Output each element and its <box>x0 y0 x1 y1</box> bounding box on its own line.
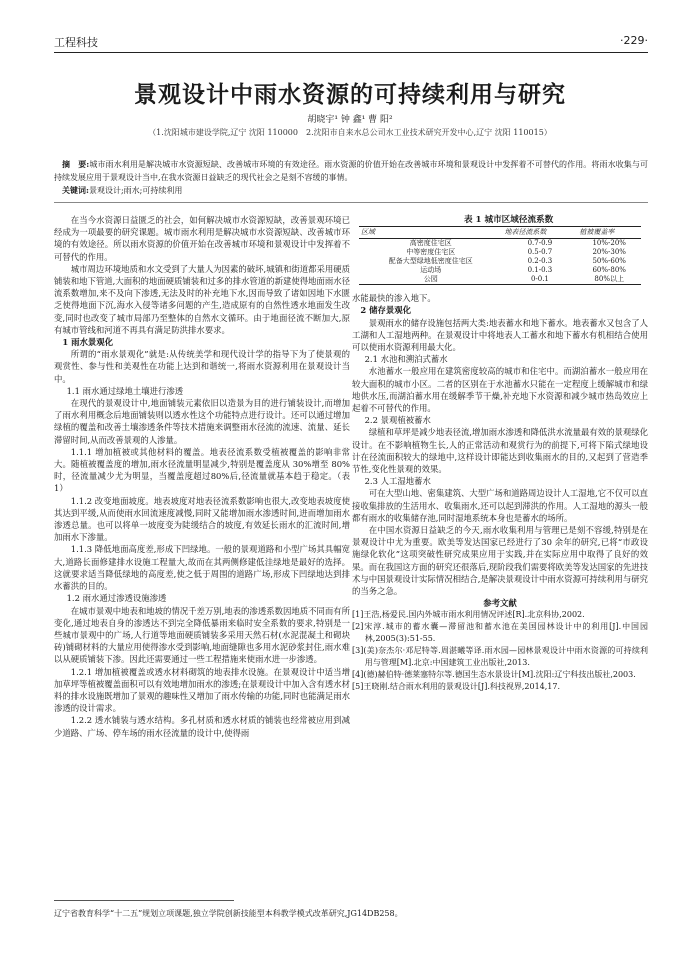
paragraph: 1.2.1 增加植被覆盖或透水材料砌筑的地表排水设施。在景观设计中适当增加草坪等植被覆盖面积可以有效地增加雨水的渗透;在景观设计中加入含有透水材料的排水设施既增加了景观的趣味性又增加了雨水传输的功能,同时也能满足雨水渗透的设计需求。 <box>54 666 350 714</box>
table-cell: 公园 <box>359 275 502 285</box>
paragraph: 景观雨水的储存设施包括两大类:地表蓄水和地下蓄水。地表蓄水又包含了人工湖和人工湿地两种。在景观设计中将地表人工蓄水和地下蓄水有机相结合使用可以使雨水资源利用最大化。 <box>352 317 648 353</box>
table-row <box>359 257 641 266</box>
left-column <box>54 214 350 739</box>
paragraph: 水能最快的渗入地下。 <box>352 293 436 304</box>
table-cell: 10%-20% <box>592 239 626 248</box>
footnote-rule <box>54 900 234 901</box>
table-row <box>359 239 641 249</box>
abstract-block <box>54 158 648 197</box>
table-header-cell: 植被覆盖率 <box>577 227 641 239</box>
paragraph: 在城市景观中地表和地坡的情况千差万别,地表的渗透系数因地质不同而有所变化,通过地表自身的渗透达不到完全降低暴雨来临时安全系数的要求,特别是一些城市景观中的广场,人行道等地面硬质铺装多采用天然石材(水泥混凝土和砌块砖)铺砌材料的大量应用使得渗水受到影响,地面缝隙也多用水泥砂浆封住,雨水难以从硬质铺装下渗。因此还需要通过一些工程措施来使雨水进一步渗透。 <box>54 605 350 665</box>
table-cell: 中等密度住宅区 <box>406 248 456 257</box>
abstract-rule <box>54 202 648 203</box>
runoff-table <box>359 226 641 285</box>
table-title: 表 1 城市区域径流系数 <box>463 215 554 225</box>
table-cell: 20%-30% <box>592 248 626 257</box>
funding-footnote: 辽宁省教育科学“十二五”规划立项课题,独立学院创新技能型本科教学模式改革研究,JG14DB258。 <box>54 909 403 918</box>
subsection-heading: 2.3 人工湿地蓄水 <box>364 476 431 487</box>
paragraph: 在中国水资源日益缺乏的今天,雨水收集利用与管理已是刻不容缓,特别是在景观设计中尤为重要。欧美等发达国家已经进行了30 余年的研究,已将“市政设施绿化软化”这项突破性研究成果应用于实践,并在实际应用中取得了良好的效果。而在我国这方面的研究还很落后,现阶段我们需要将欧美等发达国家的先进技术与中国景观设计实际情况相结合,是解决景观设计中雨水资源可持续利用与研究的当务之急。 <box>352 525 648 597</box>
paper-title: 景观设计中雨水资源的可持续利用与研究 <box>134 81 566 108</box>
table-cell: 80%以上 <box>577 275 641 285</box>
subsection-heading: 1.1 雨水通过绿地土壤进行渗透 <box>66 385 184 396</box>
table-header-cell: 区域 <box>359 227 502 239</box>
section-heading: 1 雨水景观化 <box>62 337 114 348</box>
reference-item: [4](德)赫伯特·德莱塞特尔等.德国生态水景设计[M].沈阳:辽宁科技出版社,2003. <box>352 670 636 680</box>
journal-name: 工程科技 <box>54 36 98 49</box>
affiliation: （1.沈阳城市建设学院,辽宁 沈阳 110000 2.沈阳市自来水总公司水工业技术研究开发中心,辽宁 沈阳 110015） <box>148 128 552 137</box>
subsection-heading: 2.1 水池和溯泊式蓄水 <box>364 354 448 365</box>
table-cell: 0-0.1 <box>502 275 577 285</box>
authors: 胡晓宇¹ 钟 鑫¹ 曹 阳² <box>307 115 393 125</box>
table-cell: 50%-60% <box>592 257 626 266</box>
keywords-text: 景观设计;雨水;可持续利用 <box>88 186 183 195</box>
abstract <box>54 158 648 184</box>
table-row <box>359 248 641 257</box>
table-cell: 0.2-0.3 <box>527 257 553 266</box>
table-cell: 高密度住宅区 <box>409 239 452 248</box>
subsection-heading: 2.2 景观植被蓄水 <box>364 415 431 426</box>
paragraph: 1.1.1 增加植被或其他材料的覆盖。地表径流系数受植被覆盖的影响非常大。随植被覆盖度的增加,雨水径流量明显减少,特别是覆盖度从 30%增至 80%时，径流量减少尤为明显，当覆盖度超过80%后,径流量就基本趋于稳定。（表 1） <box>54 446 350 494</box>
paragraph: 水池蓄水一般应用在建筑密度较高的城市和住宅中。而湖泊蓄水一般应用在较大面积的城市小区。二者的区别在于水池蓄水只能在一定程度上缓解城市和绿地供水压,而湖泊蓄水用在缓解季节干燥,补充地下水资源和减少城市热岛效应上起着不可替代的作用。 <box>352 366 648 414</box>
keywords-label: 关键词: <box>62 185 89 195</box>
keywords <box>54 184 648 197</box>
reference-item: [2]宋淳.城市的蓄水囊—滞留池和蓄水池在美国园林设计中的利用[J].中国园林,2005(3):51-55. <box>352 622 648 644</box>
paragraph: 可在大型山地、密集建筑、大型广场和道路周边设计人工湿地,它不仅可以直接收集排放的生活用水、收集雨水,还可以起到滞洪的作用。人工湿地的源头一般都有雨水的收集储存池,同时湿地系统本身也是蓄水的场所。 <box>352 488 648 523</box>
table-header-cell: 地表径流系数 <box>502 227 577 239</box>
table-row <box>359 266 641 275</box>
page-number: ·229· <box>620 34 648 47</box>
paragraph: 1.1.2 改变地面坡度。地表坡度对地表径流系数影响也很大,改变地表坡度使其达到平缓,从而使雨水回流速度减慢,同时又能增加雨水渗透时间,进而增加雨水渗透总量。也可以将单一坡度变为陡缓结合的坡度,有效延长雨水的汇流时间,增加雨水下渗量。 <box>54 495 350 543</box>
paragraph: 所谓的“雨水景观化”就是:从传统美学和现代设计学的指导下为了使景观的观赏性、参与性和美观性在功能上达到和谐统一,将雨水资源利用在景观设计当中。 <box>54 349 350 384</box>
table-header-row <box>359 227 641 239</box>
paragraph: 在当今水资源日益匮乏的社会，如何解决城市水资源短缺，改善景观环境已经成为一项最要的研究课题。城市雨水利用是解决城市水资源短缺、改善城市环境的有效途径。所以雨水资源的价值开始在改善城市环境和景观设计中发挥着不可替代的作用。 <box>54 215 350 262</box>
paragraph: 1.2.2 透水铺装与透水结构。多孔材质和透水材质的铺装也经常被应用到减少道路、广场、停车场的雨水径流量的设计中,使得雨 <box>54 715 350 738</box>
abstract-text: 城市雨水利用是解决城市水资源短缺、改善城市环境的有效途径。雨水资源的价值开始在改善城市环境和景观设计中发挥着不可替代的作用。将雨水收集与可持续发展应用于景观设计当中,在我水资源日益缺乏的现代社会之是刻不容缓的事情。 <box>54 160 648 182</box>
paragraph: 绿植和草坪是减少地表径流,增加雨水渗透和降低洪水流量最有效的景观绿化设计。在不影响植物生长,人的正常活动和观赏行为的前提下,可将下陷式绿地设计在径流面积较大的绿地中,这样设计即能达到收集雨水的目的,又起到了营造季节性,变化性景观的效果。 <box>352 427 648 475</box>
table-cell: 0.7-0.9 <box>527 239 553 248</box>
table-cell: 配备大型绿地低密度住宅区 <box>388 257 473 266</box>
table-row <box>359 275 641 285</box>
section-heading: 2 储存景观化 <box>360 305 412 316</box>
reference-item: [3](美)奈杰尔·邓尼特等.周湛曦等译.雨水园—园林景观设计中雨水资源的可持续利用与管理[M].北京:中国建筑工业出版社,2013. <box>352 646 648 668</box>
table-cell: 0.1-0.3 <box>527 266 553 275</box>
reference-item: [1]王浩,杨爱民.国内外城市雨水利用情况评述[R].北京科协,2002. <box>352 610 585 620</box>
table-cell: 60%-80% <box>592 266 626 275</box>
abstract-label: 摘 要: <box>62 159 90 169</box>
header-rule <box>54 52 648 53</box>
paragraph: 在现代的景观设计中,地面铺装元素依旧以造景为目的进行铺装设计,而增加了雨水利用概念后地面铺装则以透水性这个功能特点进行设计。还可以通过增加绿植的覆盖和改善土壤渗透条件等技术措施来调整雨水径流的流速、流量、延长滞留时间,从而改善景观的人渗量。 <box>54 398 350 445</box>
reference-item: [5]王晓刚.结合雨水利用的景观设计[J].科技视界,2014,17. <box>352 682 561 692</box>
subsection-heading: 1.2 雨水通过渗透设施渗透 <box>66 593 167 604</box>
paragraph: 城市周边环境地质和水文受到了大量人为因素的破坏,城镇和街道都采用硬质铺装和地下管道,大面积的地面硬质铺装和过多的排水管道的新建使得地面雨水径流系数增加,来不及向下渗透,无法及时的补充地下水,因而导致了诸如因地下水匮乏使得地面下沉,海水入侵等诸多问题的产生,造成原有的自然性透水地面发生改变,同时也改变了城市局部乃至整体的自然水文循环。由于地面径流不断加大,原有城市管线和河道不再具有满足防洪排水要求。 <box>54 263 350 335</box>
table-cell: 0.5-0.7 <box>527 248 553 257</box>
right-column <box>352 214 648 693</box>
paragraph: 1.1.3 降低地面高度差,形成下凹绿地。一般的景观道路和小型广场其具幅宽大,道路长面修建排水设施工程量大,故而在其两侧修建低洼绿地是最好的选择。这就要求适当降低绿地的高度差,使之低于周围的道路广场,形成下凹绿地达到排水蓄洪的目的。 <box>54 544 350 592</box>
references-heading: 参考文献 <box>483 598 517 609</box>
table-cell: 运动场 <box>420 266 442 275</box>
